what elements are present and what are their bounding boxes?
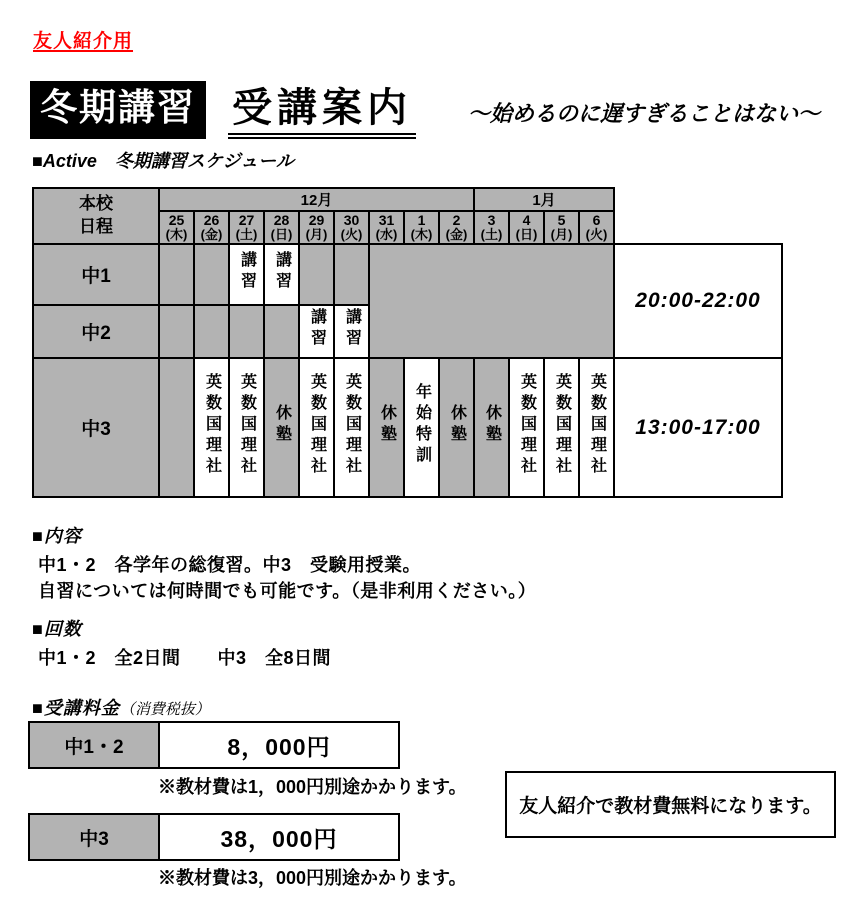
schedule-cell-lesson: 講習 [334,305,369,358]
page-title: 受講案内 [228,86,416,139]
schedule-cell [229,305,264,358]
content-section-heading: ■内容 [32,526,82,546]
count-line: 中1・2 全2日間 中3 全8日間 [38,648,332,668]
schedule-cell [159,305,194,358]
day-header-jan5: 5 (月) [544,211,579,244]
price-grade-label: 中3 [30,815,160,859]
tax-note: （消費税抜） [119,702,210,718]
schedule-cell-closed: 休塾 [369,358,404,497]
schedule-cell [334,244,369,305]
day-header-jan1: 1 (木) [404,211,439,244]
schedule-cell-newyear-training: 年始特訓 [404,358,439,497]
referral-tag: 友人紹介用 [33,31,134,52]
month-header-row [33,188,782,211]
schedule-row-grade1 [33,244,782,305]
price-grade-label: 中1・2 [30,723,160,767]
price-table-grade12 [28,721,400,769]
price-value: 38，000円 [220,825,338,852]
day-header-31: 31 (水) [369,211,404,244]
schedule-cell-closed: 休塾 [439,358,474,497]
title-slogan: ～始めるのに遅すぎることはない～ [468,101,821,126]
day-header-jan6: 6 (火) [579,211,614,244]
day-header-28: 28 (日) [264,211,299,244]
day-header-jan4: 4 (日) [509,211,544,244]
schedule-cell-subjects: 英数国理社 [334,358,369,497]
schedule-row-grade3 [33,358,782,497]
schedule-cell-lesson: 講習 [299,305,334,358]
schedule-cell [159,358,194,497]
schedule-closed-block [369,244,614,358]
schedule-cell [299,244,334,305]
schedule-cell-closed: 休塾 [474,358,509,497]
day-header-30: 30 (火) [334,211,369,244]
day-header-jan3: 3 (土) [474,211,509,244]
schedule-cell-lesson: 講習 [229,244,264,305]
schedule-table [32,187,783,498]
grade2-label: 中2 [33,305,159,358]
grade3-label: 中3 [33,358,159,497]
day-header-29: 29 (月) [299,211,334,244]
price-note-grade3: ※教材費は3，000円別途かかります。 [158,868,467,888]
schedule-cell-subjects: 英数国理社 [544,358,579,497]
schedule-cell-subjects: 英数国理社 [509,358,544,497]
schedule-cell-subjects: 英数国理社 [579,358,614,497]
corner-line2: 日程 [79,217,113,237]
content-line1: 中1・2 各学年の総復習。中3 受験用授業。 [38,555,422,575]
header-spacer [614,188,782,211]
month-header-january: 1月 [474,188,614,211]
day-header-25: 25 (木) [159,211,194,244]
price-table-grade3 [28,813,400,861]
count-section-heading: ■回数 [32,619,82,639]
time-slot-grade12: 20:00-22:00 [614,244,782,358]
schedule-cell [194,305,229,358]
price-heading-label: ■受講料金 [32,698,120,718]
schedule-cell-subjects: 英数国理社 [229,358,264,497]
price-note-grade12: ※教材費は1，000円別途かかります。 [158,777,467,797]
corner-line1: 本校 [79,194,113,214]
price-value: 8，000円 [227,733,331,760]
day-header-27: 27 (土) [229,211,264,244]
referral-promo-box: 友人紹介で教材費無料になります。 [505,771,836,838]
time-slot-grade3: 13:00-17:00 [614,358,782,497]
day-header-jan2: 2 (金) [439,211,474,244]
schedule-cell-closed: 休塾 [264,358,299,497]
grade1-label: 中1 [33,244,159,305]
month-header-december: 12月 [159,188,474,211]
schedule-cell [264,305,299,358]
title-badge: 冬期講習 [30,81,206,139]
day-header-26: 26 (金) [194,211,229,244]
price-section-heading [32,694,210,720]
schedule-cell [194,244,229,305]
schedule-cell-lesson: 講習 [264,244,299,305]
header-spacer [614,211,782,244]
content-line2: 自習については何時間でも可能です。（是非利用ください。） [38,581,537,601]
schedule-cell-subjects: 英数国理社 [194,358,229,497]
schedule-cell [159,244,194,305]
schedule-cell-subjects: 英数国理社 [299,358,334,497]
schedule-heading: ■Active 冬期講習スケジュール [32,151,294,171]
corner-header [33,188,159,244]
